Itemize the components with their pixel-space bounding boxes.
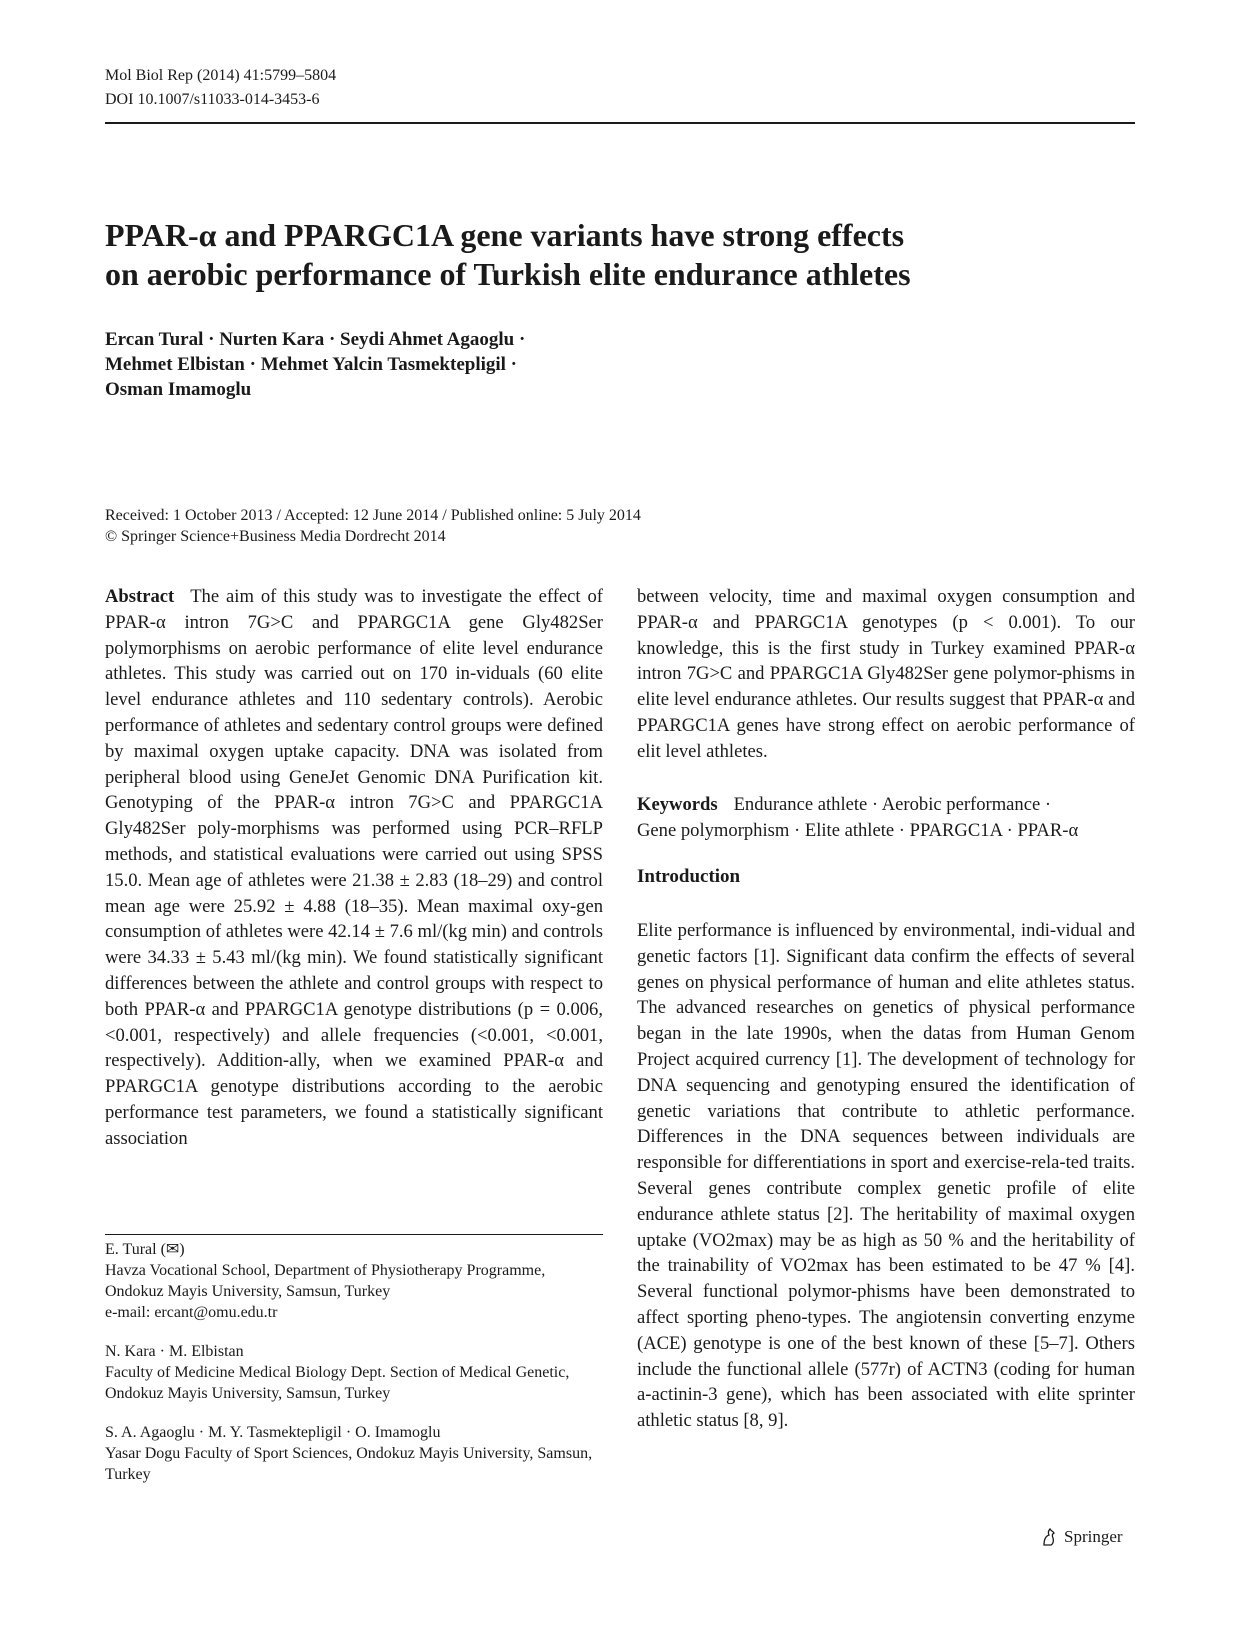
journal-header (105, 64, 336, 112)
authors-3: S. A. Agaoglu · M. Y. Tasmektepligil · O. Imamoglu (105, 1424, 441, 1441)
introduction-heading: Introduction (637, 866, 741, 887)
abstract-continued: between velocity, time and maximal oxygen consumption and PPAR-α and PPARGC1A genotypes (p < 0.001). To our knowledge, this is the first study in Turkey examined PPAR-α intron 7G>C and PPARGC1A Gly482Ser gene polymor-phisms in elite level endurance athletes. Our results suggest that PPAR-α and PPARGC1A genes have strong effect on aerobic performance of elit level athletes. (637, 586, 1135, 762)
authors-2: N. Kara · M. Elbistan (105, 1343, 244, 1360)
publisher-name: Springer (1064, 1527, 1123, 1546)
title-line-1: PPAR-α and PPARGC1A gene variants have strong effects (105, 217, 905, 253)
abstract (105, 584, 603, 1152)
author-list (105, 327, 525, 402)
footnote-rule (105, 1234, 603, 1235)
abstract-label: Abstract (105, 586, 175, 607)
keywords-line-2: Gene polymorphism · Elite athlete · PPARGC1A · PPAR-α (637, 819, 1079, 841)
title-line-2: on aerobic performance of Turkish elite endurance athletes (105, 256, 911, 292)
springer-horse-icon (1040, 1527, 1058, 1547)
email-link[interactable]: e-mail: ercant@omu.edu.tr (105, 1304, 278, 1321)
introduction-text: Elite performance is influenced by environmental, indi-vidual and genetic factors [1]. Significant data confirm the effects of several genes on physical performance of human and elite athletes status. The advanced researches on genetics of physical performance began in the late 1990s, when the datas from Human Genom Project acquired currency [1]. The development of technology for DNA sequencing and genotyping ensured the identification of genetic variations that contribute to athletic performance. Differences in the DNA sequences between individuals are responsible for differentiations in sport and exercise-rela-ted traits. Several genes contribute complex genetic profile of elite endurance athlete status [2]. The heritability of maximal oxygen uptake (VO2max) may be as high as 50 % and the heritability of the trainability of VO2max has been estimated to be 47 % [4]. Several functional polymor-phisms have been demonstrated to affect sporting pheno-types. The angiotensin converting enzyme (ACE) genotype is one of the best known of these [5–7]. Others include the functional allele (577r) of ACTN3 (coding for human a-actinin-3 gene), which has been associated with elite sprinter athletic status [8, 9]. (637, 920, 1135, 1432)
affiliation-1: Havza Vocational School, Department of Physiotherapy Programme, Ondokuz Mayis University, Samsun, Turkey (105, 1262, 546, 1300)
corresponding-author: E. Tural (✉) (105, 1241, 185, 1258)
affiliation-3: Yasar Dogu Faculty of Sport Sciences, Ondokuz Mayis University, Samsun, Turkey (105, 1445, 593, 1483)
affiliation-2: Faculty of Medicine Medical Biology Dept. Section of Medical Genetic, Ondokuz Mayis University, Samsun, Turkey (105, 1364, 570, 1402)
keywords-line-1: Endurance athlete · Aerobic performance · (733, 794, 1052, 815)
authors-line-1: Ercan Tural · Nurten Kara · Seydi Ahmet Agaoglu · (105, 329, 526, 350)
abstract-text: The aim of this study was to investigate the effect of PPAR-α intron 7G>C and PPARGC1A gene Gly482Ser polymorphisms on aerobic performance of elite level endurance athletes. This study was carried out on 170 in-viduals (60 elite level endurance athletes and 110 sedentary controls). Aerobic performance of athletes and sedentary control groups were defined by maximal oxygen uptake capacity. DNA was isolated from peripheral blood using GeneJet Genomic DNA Purification kit. Genotyping of the PPAR-α intron 7G>C and PPARGC1A Gly482Ser poly-morphisms was performed using PCR–RFLP methods, and statistical evaluations were carried out using SPSS 15.0. Mean age of athletes were 21.38 ± 2.83 (18–29) and control mean age were 25.92 ± 4.88 (18–35). Mean maximal oxy-gen consumption of athletes were 42.14 ± 7.6 ml/(kg min) and controls were 34.33 ± 5.43 ml/(kg min). We found statistically significant differences between the athlete and control groups with respect to both PPAR-α and PPARGC1A genotype distributions (p = 0.006, <0.001, respectively) and allele frequencies (<0.001, <0.001, respectively). Addition-ally, when we examined PPAR-α and PPARGC1A genotype distributions according to the aerobic performance test parameters, we found a statistically significant association (105, 586, 603, 1149)
authors-line-2: Mehmet Elbistan · Mehmet Yalcin Tasmektepligil · (105, 354, 518, 375)
article-history (105, 505, 641, 547)
article-title (105, 216, 911, 294)
keywords-label: Keywords (637, 794, 718, 815)
copyright: © Springer Science+Business Media Dordrecht 2014 (105, 528, 446, 545)
authors-line-3: Osman Imamoglu (105, 379, 252, 400)
header-rule (105, 122, 1135, 124)
publisher-logo (1040, 1527, 1123, 1547)
keywords (637, 792, 1135, 844)
affiliations (105, 1239, 605, 1503)
doi: DOI 10.1007/s11033-014-3453-6 (105, 91, 320, 108)
journal-citation: Mol Biol Rep (2014) 41:5799–5804 (105, 67, 337, 84)
history-dates: Received: 1 October 2013 / Accepted: 12 June 2014 / Published online: 5 July 2014 (105, 507, 641, 524)
